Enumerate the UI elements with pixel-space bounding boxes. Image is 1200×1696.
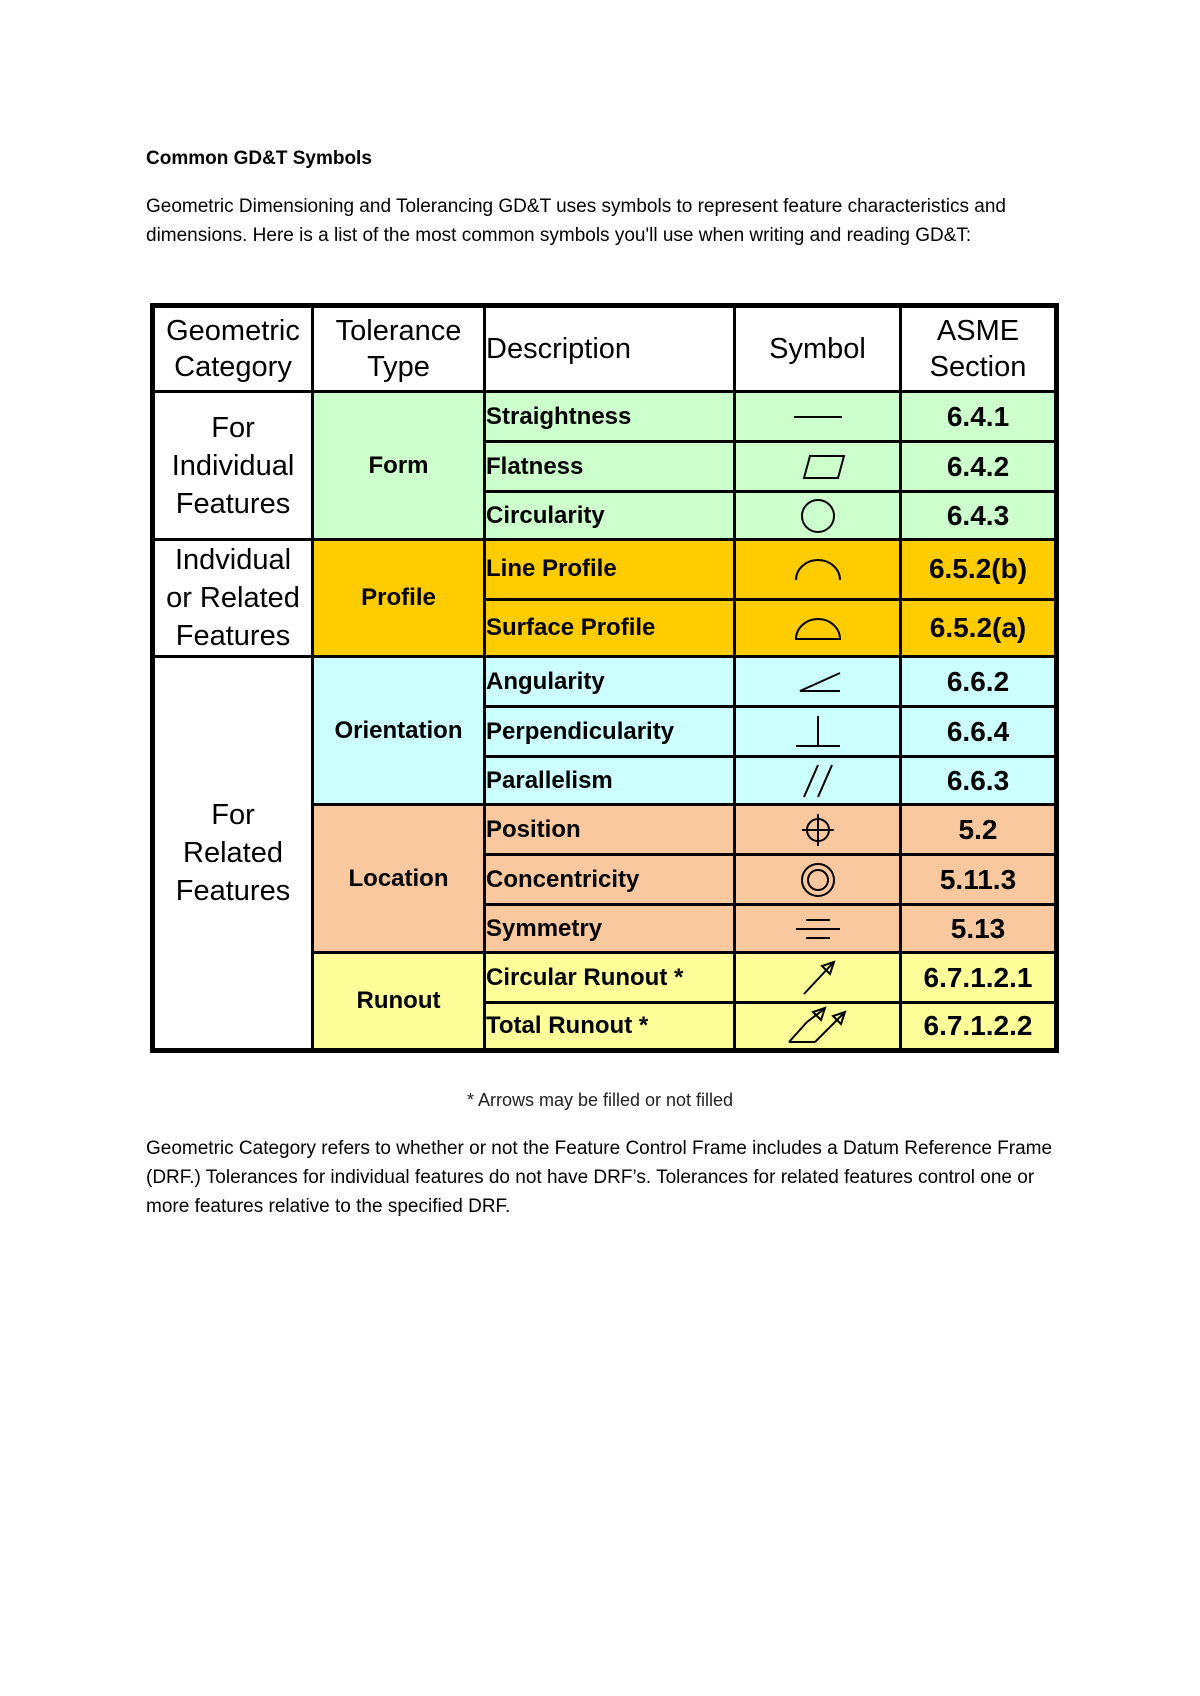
table-row — [153, 657, 1057, 707]
type-profile: Profile — [313, 540, 485, 657]
section-cell: 6.7.1.2.2 — [901, 1003, 1057, 1051]
parallelism-icon — [735, 757, 901, 805]
circular-runout-icon — [735, 953, 901, 1003]
description-cell: Symmetry — [485, 905, 735, 953]
section-cell: 6.6.2 — [901, 657, 1057, 707]
description-cell: Parallelism — [485, 757, 735, 805]
section-cell: 6.4.1 — [901, 392, 1057, 442]
outro-paragraph: Geometric Category refers to whether or not the Feature Control Frame includes a Datum Reference Frame (DRF.) Tolerances for individual features do not have DRF’s. Tolerances for related features control one or more features relative to the specified DRF. — [146, 1138, 1053, 1217]
document-title: Common GD&T Symbols — [146, 148, 372, 169]
category-individual: For Individual Features — [153, 392, 313, 540]
description-cell: Circular Runout * — [485, 953, 735, 1003]
description-cell: Angularity — [485, 657, 735, 707]
type-location: Location — [313, 805, 485, 953]
straightness-icon — [735, 392, 901, 442]
description-cell: Flatness — [485, 442, 735, 492]
section-cell: 5.13 — [901, 905, 1057, 953]
total-runout-icon — [735, 1003, 901, 1051]
section-cell: 6.7.1.2.1 — [901, 953, 1057, 1003]
intro-paragraph: Geometric Dimensioning and Tolerancing GD&T uses symbols to represent feature characteristics and dimensions. Here is a list of the most common symbols you'll use when writing and reading GD&T: — [146, 196, 1006, 246]
angularity-icon — [735, 657, 901, 707]
type-form: Form — [313, 392, 485, 540]
section-cell: 6.6.4 — [901, 707, 1057, 757]
header-category: Geometric Category — [153, 306, 313, 392]
header-section: ASME Section — [901, 306, 1057, 392]
description-cell: Circularity — [485, 492, 735, 540]
type-runout: Runout — [313, 953, 485, 1051]
header-description: Description — [485, 306, 735, 392]
category-related: For Related Features — [153, 657, 313, 1051]
description-cell: Surface Profile — [485, 599, 735, 656]
perpendicularity-icon — [735, 707, 901, 757]
description-cell: Concentricity — [485, 855, 735, 905]
section-cell: 5.11.3 — [901, 855, 1057, 905]
concentricity-icon — [735, 855, 901, 905]
footnote: * Arrows may be filled or not filled — [466, 1090, 734, 1110]
header-type: Tolerance Type — [313, 306, 485, 392]
table-header-row — [153, 306, 1057, 392]
section-cell: 6.5.2(a) — [901, 599, 1057, 656]
surface-profile-icon — [735, 599, 901, 656]
description-cell: Position — [485, 805, 735, 855]
table-row — [153, 540, 1057, 600]
description-cell: Straightness — [485, 392, 735, 442]
gdt-symbols-table — [150, 303, 1059, 1053]
category-individual-or-related: Indvidual or Related Features — [153, 540, 313, 657]
circularity-icon — [735, 492, 901, 540]
symmetry-icon — [735, 905, 901, 953]
position-icon — [735, 805, 901, 855]
description-cell: Line Profile — [485, 540, 735, 600]
description-cell: Total Runout * — [485, 1003, 735, 1051]
table-row — [153, 392, 1057, 442]
section-cell: 6.4.3 — [901, 492, 1057, 540]
section-cell: 6.4.2 — [901, 442, 1057, 492]
section-cell: 6.5.2(b) — [901, 540, 1057, 600]
description-cell: Perpendicularity — [485, 707, 735, 757]
flatness-icon — [735, 442, 901, 492]
line-profile-icon — [735, 540, 901, 600]
section-cell: 6.6.3 — [901, 757, 1057, 805]
section-cell: 5.2 — [901, 805, 1057, 855]
header-symbol: Symbol — [735, 306, 901, 392]
type-orientation: Orientation — [313, 657, 485, 805]
